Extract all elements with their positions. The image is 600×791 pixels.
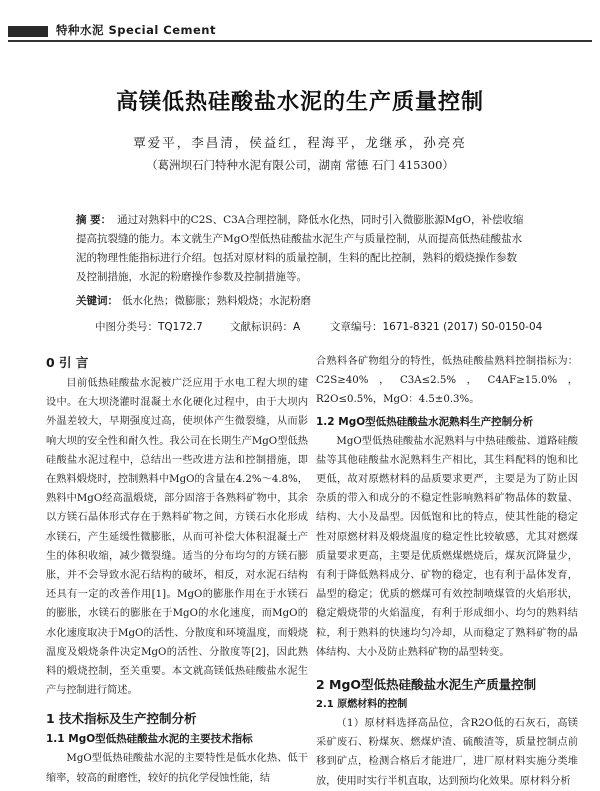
left-column <box>46 352 308 788</box>
article-number: 文章编号：1671-8321 (2017) S0-0150-04 <box>330 321 543 333</box>
keywords-label: 关键词： <box>76 295 118 307</box>
clc-number: 中图分类号：TQ172.7 <box>95 321 203 333</box>
affiliation: （葛洲坝石门特种水泥有限公司，湖南 常德 石门 415300） <box>146 158 454 172</box>
section-2-1-heading: 2.1 原燃材料的控制 <box>316 699 408 711</box>
section-2-1-paragraph: （1）原材料选择高品位，含R2O低的石灰石，高镁采矿废石、粉煤灰、燃煤炉渣、硫酸渣等，质量控制点前移到矿点，检测合格后才能进厂，进厂原材料实施分类堆放，使用时实行半机直取，达到预均化效果。原材料分析 <box>316 718 578 787</box>
abstract-text: 通过对熟料中的C2S、C3A合理控制，降低水化热，同时引入微膨胀源MgO，补偿收缩提高抗裂缝的能力。本文就生产MgO型低热硅酸盐水泥生产与质量控制，从而提高低热硅酸盐水泥的物理性能指标进行介绍。包括对原材料的质量控制，生料的配比控制，熟料的煅烧操作参数及控制措施，水泥的粉磨操作参数及控制措施等。 <box>76 214 524 283</box>
keywords-text: 低水化热；微膨胀；熟料煅烧；水泥粉磨 <box>122 295 311 307</box>
section-1-2-paragraph: MgO型低热硅酸盐水泥熟料与中热硅酸盐、道路硅酸盐等其他硅酸盐水泥熟料生产相比，其生料配料的饱和比更低，故对原燃材料的品质要求更严，主要是为了防止因杂质的带入和成分的不稳定性影响熟料矿物晶体的数量、结构、大小及晶型。因低饱和比的特点，使其性能的稳定性对原燃材料及煅烧温度的稳定性比较敏感，尤其对燃煤质量要求更高，主要是优质燃煤燃烧后，煤灰沉降量少，有利于降低熟料成分、矿物的稳定，也有利于晶体发育，晶型的稳定；优质的燃煤可有效控制喷煤管的火焰形状，稳定煅烧带的火焰温度，有利于形成细小、均匀的熟料结粒，利于熟料的快速均匀冷却，从而稳定了熟料矿物的晶体结构、大小及防止熟料矿物的晶型转变。 <box>316 435 578 658</box>
header-bar-decoration <box>8 26 48 37</box>
document-code: 文献标识码：A <box>230 321 301 333</box>
abstract-label: 摘 要： <box>76 214 112 226</box>
right-column <box>316 352 578 791</box>
author-list: 覃爱平，李昌清，侯益红，程海平，龙继承，孙亮亮 <box>133 135 467 150</box>
section-0-heading: 0 引 言 <box>46 355 89 370</box>
section-0-paragraph: 目前低热硅酸盐水泥被广泛应用于水电工程大坝的建设中。在大坝浇灌时混凝土水化硬化过程中，由于大坝内外温差较大，早期强度过高，使坝体产生微裂缝，从而影响大坝的安全性和耐久性。我公司在长期生产MgO型低热硅酸盐水泥过程中，总结出一些改进方法和控制措施，即在熟料煅烧时，控制熟料中MgO的含量在4.2%～4.8%，熟料中MgO经高温煅烧，部分固溶于各熟料矿物中，其余以方镁石晶体形式存在于熟料矿物之间，方镁石水化形成水镁石，产生延缓性微膨胀，从而可补偿大体积混凝土产生的体积收缩，减少微裂缝。适当的分布均匀的方镁石膨胀，并不会导致水泥石结构的破坏，相反，对水泥石结构还具有一定的改善作用[1]。MgO的膨胀作用在于水镁石的膨胀，水镁石的膨胀在于MgO的水化速度，而MgO的水化速度取决于MgO的活性、分散度和环境温度，而煅烧温度及煅烧条件决定MgO的活性、分散度等[2]，因此熟料的煅烧控制，至关重要。本文就高镁低热硅酸盐水泥生产与控制进行简述。 <box>46 378 308 697</box>
continued-paragraph: 合熟料各矿物组分的特性，低热硅酸盐熟料控制指标为：C2S≥40%，C3A≤2.5%，C4AF≥15.0%，R2O≤0.5%，MgO：4.5±0.3%。 <box>316 356 578 406</box>
running-head <box>8 20 592 42</box>
section-1-2-heading: 1.2 MgO型低热硅酸盐水泥熟料生产控制分析 <box>316 415 534 428</box>
journal-section-label: 特种水泥 Special Cement <box>56 23 216 37</box>
keywords <box>76 293 526 308</box>
section-1-1-heading: 1.1 MgO型低热硅酸盐水泥的主要技术指标 <box>46 733 253 746</box>
section-1-1-paragraph: MgO型低热硅酸盐水泥的主要特性是低水化热、低干缩率，较高的耐磨性，较好的抗化学侵蚀性能，结 <box>46 753 308 784</box>
section-1-heading: 1 技术指标及生产控制分析 <box>46 711 197 727</box>
abstract <box>76 211 526 287</box>
article-title: 高镁低热硅酸盐水泥的生产质量控制 <box>115 90 484 115</box>
header-rule <box>8 40 592 42</box>
section-2-heading: 2 MgO型低热硅酸盐水泥生产质量控制 <box>316 677 537 693</box>
